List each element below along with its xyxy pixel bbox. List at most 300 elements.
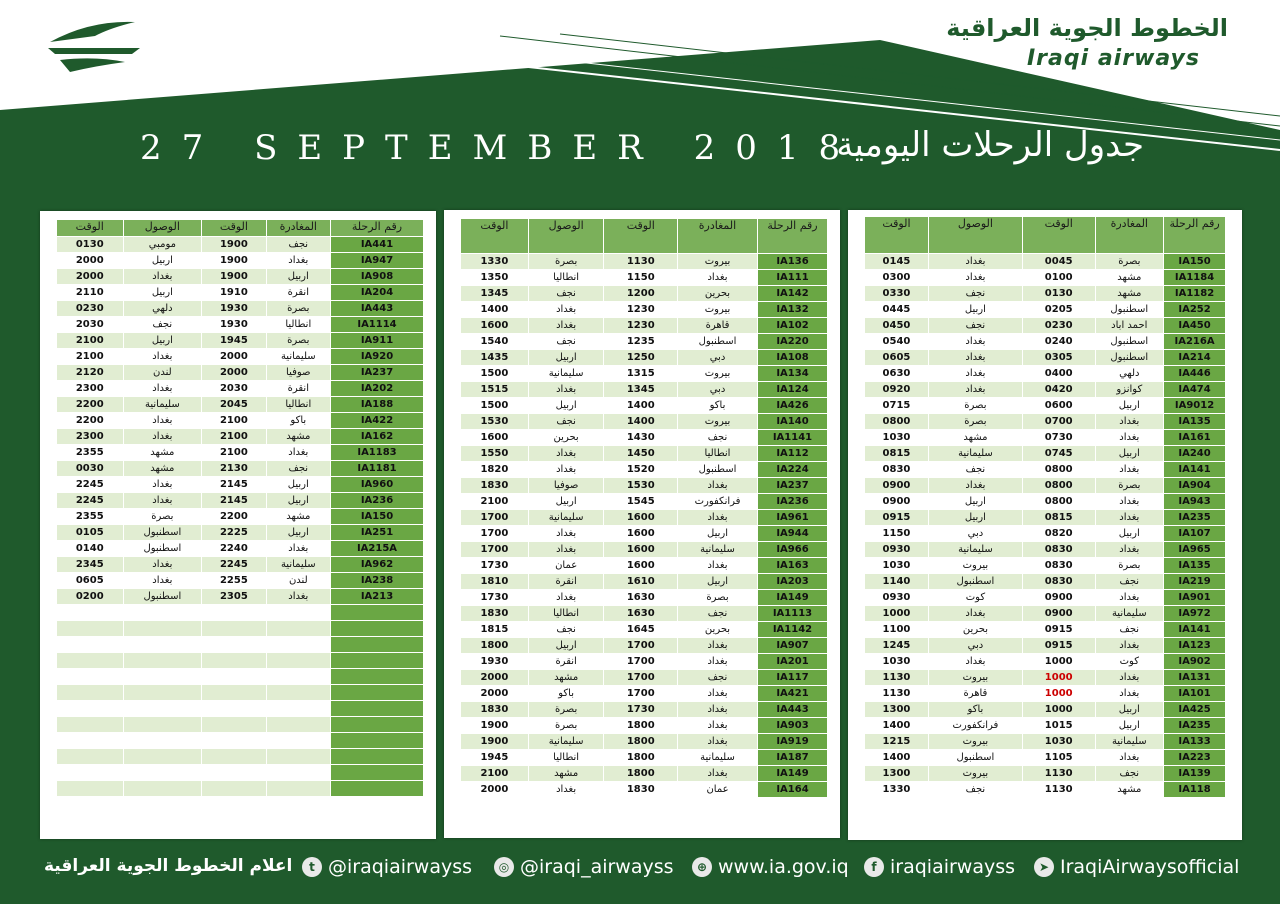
- departure-time: 1430: [604, 430, 678, 446]
- flight-number: IA203: [757, 574, 827, 590]
- departure-time: 2100: [202, 413, 266, 429]
- table-row: [57, 717, 424, 733]
- arrival-city: بحرين: [528, 430, 604, 446]
- arrival-city: اسطنبول: [928, 574, 1022, 590]
- arrival-time: 2300: [57, 381, 124, 397]
- empty-cell: [330, 605, 423, 621]
- departure-city: بغداد: [1095, 686, 1164, 702]
- departure-time: 0745: [1022, 446, 1095, 462]
- arrival-time: 1900: [461, 718, 529, 734]
- table-row: [461, 622, 828, 638]
- arrival-time: 2345: [57, 557, 124, 573]
- departure-city: نجف: [678, 606, 758, 622]
- table-row: [57, 365, 424, 381]
- arrival-time: 1350: [461, 270, 529, 286]
- website-link[interactable]: www.ia.gov.iq: [718, 856, 849, 878]
- table-row: [461, 414, 828, 430]
- flight-number: IA162: [330, 429, 423, 445]
- arrival-time: 1830: [461, 606, 529, 622]
- arrival-time: 2245: [57, 477, 124, 493]
- table-row: [57, 685, 424, 701]
- table-row: [461, 750, 828, 766]
- arrival-time: 2200: [57, 413, 124, 429]
- arrival-time: 0030: [57, 461, 124, 477]
- arrival-city: باكو: [928, 702, 1022, 718]
- departure-city: بغداد: [678, 558, 758, 574]
- twitter-icon: t: [302, 857, 322, 877]
- arrival-city: صوفيا: [528, 478, 604, 494]
- arrival-city: نجف: [123, 317, 202, 333]
- table-row: [865, 494, 1226, 510]
- arrival-time: 2200: [57, 397, 124, 413]
- departure-time: 2145: [202, 493, 266, 509]
- departure-city: بغداد: [266, 253, 330, 269]
- table-row: [865, 286, 1226, 302]
- globe-icon: ⊕: [692, 857, 712, 877]
- departure-city: نجف: [678, 430, 758, 446]
- arrival-city: بحرين: [928, 622, 1022, 638]
- arrival-city: بغداد: [123, 493, 202, 509]
- flight-number: IA446: [1164, 366, 1226, 382]
- flight-number: IA947: [330, 253, 423, 269]
- departure-city: انقرة: [266, 381, 330, 397]
- arrival-time: 1945: [461, 750, 529, 766]
- departure-time: 1345: [604, 382, 678, 398]
- column-header: رقم الرحلة: [1164, 217, 1226, 254]
- flight-number: IA142: [757, 286, 827, 302]
- departure-city: دلهي: [1095, 366, 1164, 382]
- column-header: الوقت: [202, 220, 266, 237]
- arrival-city: بغداد: [123, 413, 202, 429]
- table-row: [865, 542, 1226, 558]
- empty-cell: [266, 765, 330, 781]
- arrival-city: مشهد: [528, 670, 604, 686]
- departure-time: 0700: [1022, 414, 1095, 430]
- flight-number: IA202: [330, 381, 423, 397]
- flight-number: IA118: [1164, 782, 1226, 798]
- table-row: [461, 574, 828, 590]
- arrival-time: 0815: [865, 446, 929, 462]
- departure-time: 1315: [604, 366, 678, 382]
- departure-time: 0230: [1022, 318, 1095, 334]
- flight-number: IA944: [757, 526, 827, 542]
- flight-number: IA236: [757, 494, 827, 510]
- empty-cell: [123, 749, 202, 765]
- flight-number: IA1183: [330, 445, 423, 461]
- arrival-time: 1435: [461, 350, 529, 366]
- table-row: [461, 254, 828, 270]
- arrival-city: بغداد: [123, 429, 202, 445]
- arrival-city: قاهرة: [928, 686, 1022, 702]
- arrival-time: 1345: [461, 286, 529, 302]
- table-header-row: [865, 217, 1226, 254]
- table-row: [57, 589, 424, 605]
- table-row: [461, 382, 828, 398]
- empty-cell: [202, 733, 266, 749]
- flight-number: IA902: [1164, 654, 1226, 670]
- table-row: [461, 270, 828, 286]
- departure-time: 0130: [1022, 286, 1095, 302]
- departure-city: بغداد: [678, 702, 758, 718]
- arrival-time: 0630: [865, 366, 929, 382]
- flight-number: IA474: [1164, 382, 1226, 398]
- empty-cell: [202, 653, 266, 669]
- footer-twitter[interactable]: [302, 856, 472, 878]
- departure-city: احمد اباد: [1095, 318, 1164, 334]
- empty-cell: [123, 637, 202, 653]
- arrival-time: 2000: [461, 782, 529, 798]
- flight-number: IA139: [1164, 766, 1226, 782]
- departure-time: 2225: [202, 525, 266, 541]
- departure-city: عمان: [678, 782, 758, 798]
- departure-time: 1230: [604, 318, 678, 334]
- flight-number: IA201: [757, 654, 827, 670]
- table-row: [461, 286, 828, 302]
- flight-number: IA904: [1164, 478, 1226, 494]
- table-row: [57, 669, 424, 685]
- departure-time: 1630: [604, 590, 678, 606]
- arrival-time: 2000: [57, 253, 124, 269]
- table-row: [57, 765, 424, 781]
- arrival-time: 2300: [57, 429, 124, 445]
- departure-city: كوت: [1095, 654, 1164, 670]
- departure-time: 0045: [1022, 254, 1095, 270]
- arrival-time: 0330: [865, 286, 929, 302]
- empty-cell: [123, 669, 202, 685]
- departure-time: 1645: [604, 622, 678, 638]
- flight-number: IA1141: [757, 430, 827, 446]
- empty-cell: [266, 621, 330, 637]
- flights-table-morning: [864, 216, 1226, 798]
- departure-city: نجف: [266, 237, 330, 253]
- departure-time: 1600: [604, 558, 678, 574]
- arrival-city: نجف: [928, 782, 1022, 798]
- arrival-time: 1100: [865, 622, 929, 638]
- arrival-city: بيروت: [928, 734, 1022, 750]
- arrival-time: 1130: [865, 686, 929, 702]
- table-row: [57, 317, 424, 333]
- arrival-time: 1300: [865, 766, 929, 782]
- arrival-time: 1400: [865, 750, 929, 766]
- flight-number: IA161: [1164, 430, 1226, 446]
- arrival-time: 1400: [461, 302, 529, 318]
- arrival-city: بغداد: [123, 477, 202, 493]
- table-row: [57, 781, 424, 797]
- arrival-city: بغداد: [528, 542, 604, 558]
- table-row: [461, 686, 828, 702]
- departure-city: بغداد: [678, 638, 758, 654]
- flight-number: IA219: [1164, 574, 1226, 590]
- flight-number: IA108: [757, 350, 827, 366]
- departure-time: 2000: [202, 349, 266, 365]
- arrival-time: 1530: [461, 414, 529, 430]
- arrival-time: 0230: [57, 301, 124, 317]
- departure-time: 2255: [202, 573, 266, 589]
- table-row: [461, 366, 828, 382]
- arrival-city: بصرة: [123, 509, 202, 525]
- arrival-time: 1550: [461, 446, 529, 462]
- telegram-handle[interactable]: IraqiAirwaysofficial: [1060, 856, 1240, 878]
- arrival-time: 1030: [865, 430, 929, 446]
- arrival-time: 2100: [461, 766, 529, 782]
- table-row: [865, 606, 1226, 622]
- twitter-handle[interactable]: @iraqiairwayss: [328, 856, 473, 878]
- departure-time: 0915: [1022, 622, 1095, 638]
- flight-number: IA1184: [1164, 270, 1226, 286]
- table-row: [461, 318, 828, 334]
- flight-number: IA9012: [1164, 398, 1226, 414]
- empty-cell: [123, 733, 202, 749]
- departure-time: 0400: [1022, 366, 1095, 382]
- departure-city: قاهرة: [678, 318, 758, 334]
- departure-city: اسطنبول: [678, 462, 758, 478]
- flight-number: IA1113: [757, 606, 827, 622]
- flight-number: IA1182: [1164, 286, 1226, 302]
- flight-number: IA136: [757, 254, 827, 270]
- departure-city: مشهد: [266, 429, 330, 445]
- arrival-city: بغداد: [928, 254, 1022, 270]
- departure-city: بغداد: [678, 270, 758, 286]
- table-row: [865, 526, 1226, 542]
- departure-city: بغداد: [1095, 494, 1164, 510]
- column-header: المغادرة: [266, 220, 330, 237]
- arrival-time: 0900: [865, 494, 929, 510]
- arrival-city: كوت: [928, 590, 1022, 606]
- table-row: [865, 366, 1226, 382]
- arrival-time: 2030: [57, 317, 124, 333]
- departure-time: 1610: [604, 574, 678, 590]
- arrival-time: 0145: [865, 254, 929, 270]
- arrival-time: 1030: [865, 558, 929, 574]
- flight-number: IA426: [757, 398, 827, 414]
- table-row: [865, 718, 1226, 734]
- arrival-time: 0450: [865, 318, 929, 334]
- empty-cell: [57, 621, 124, 637]
- telegram-icon: ➤: [1034, 857, 1054, 877]
- flight-number: IA123: [1164, 638, 1226, 654]
- arrival-time: 0140: [57, 541, 124, 557]
- arrival-city: نجف: [928, 318, 1022, 334]
- schedule-title-arabic: جدول الرحلات اليومية: [836, 125, 1144, 165]
- column-header: الوصول: [928, 217, 1022, 254]
- flight-number: IA124: [757, 382, 827, 398]
- arrival-time: 1330: [461, 254, 529, 270]
- flight-number: IA141: [1164, 622, 1226, 638]
- arrival-city: بغداد: [928, 334, 1022, 350]
- flight-number: IA1114: [330, 317, 423, 333]
- table-row: [57, 477, 424, 493]
- empty-cell: [202, 669, 266, 685]
- departure-city: بغداد: [1095, 430, 1164, 446]
- departure-time: 2200: [202, 509, 266, 525]
- flight-number: IA920: [330, 349, 423, 365]
- flight-number: IA965: [1164, 542, 1226, 558]
- departure-time: 1945: [202, 333, 266, 349]
- table-row: [57, 749, 424, 765]
- arrival-city: بغداد: [528, 382, 604, 398]
- empty-cell: [266, 717, 330, 733]
- footer-ar-label: اعلام الخطوط الجوية العراقية: [44, 856, 293, 876]
- flight-number: IA134: [757, 366, 827, 382]
- instagram-handle[interactable]: @iraqi_airwayss: [520, 856, 674, 878]
- arrival-time: 1330: [865, 782, 929, 798]
- flight-number: IA163: [757, 558, 827, 574]
- departure-time: 0100: [1022, 270, 1095, 286]
- arrival-city: بغداد: [123, 573, 202, 589]
- departure-time: 1400: [604, 398, 678, 414]
- arrival-time: 1900: [461, 734, 529, 750]
- flight-number: IA223: [1164, 750, 1226, 766]
- departure-time: 1700: [604, 638, 678, 654]
- arrival-time: 1730: [461, 558, 529, 574]
- arrival-time: 1810: [461, 574, 529, 590]
- table-row: [57, 621, 424, 637]
- table-row: [57, 605, 424, 621]
- empty-cell: [123, 701, 202, 717]
- flight-number: IA240: [1164, 446, 1226, 462]
- empty-cell: [123, 653, 202, 669]
- arrival-city: بغداد: [928, 350, 1022, 366]
- departure-city: بغداد: [1095, 414, 1164, 430]
- footer-website[interactable]: [692, 856, 849, 878]
- arrival-time: 1215: [865, 734, 929, 750]
- departure-time: 1105: [1022, 750, 1095, 766]
- table-row: [865, 702, 1226, 718]
- departure-city: نجف: [1095, 622, 1164, 638]
- departure-time: 2145: [202, 477, 266, 493]
- empty-cell: [266, 653, 330, 669]
- arrival-city: بغداد: [928, 270, 1022, 286]
- empty-cell: [123, 685, 202, 701]
- flight-number: IA235: [1164, 718, 1226, 734]
- table-row: [865, 734, 1226, 750]
- table-row: [865, 398, 1226, 414]
- footer-facebook[interactable]: [864, 856, 1015, 878]
- arrival-city: نجف: [928, 462, 1022, 478]
- flight-number: IA441: [330, 237, 423, 253]
- instagram-icon: ◎: [494, 857, 514, 877]
- arrival-time: 1700: [461, 526, 529, 542]
- departure-time: 1700: [604, 654, 678, 670]
- arrival-time: 1245: [865, 638, 929, 654]
- departure-time: 1130: [604, 254, 678, 270]
- departure-city: بغداد: [678, 478, 758, 494]
- footer-telegram[interactable]: [1034, 856, 1239, 878]
- departure-city: اربيل: [266, 269, 330, 285]
- empty-cell: [57, 733, 124, 749]
- empty-cell: [202, 781, 266, 797]
- arrival-city: بغداد: [528, 318, 604, 334]
- flight-number: IA213: [330, 589, 423, 605]
- departure-city: مشهد: [1095, 782, 1164, 798]
- empty-cell: [330, 701, 423, 717]
- flight-number: IA135: [1164, 558, 1226, 574]
- arrival-city: بيروت: [928, 558, 1022, 574]
- departure-city: نجف: [1095, 766, 1164, 782]
- flight-number: IA216A: [1164, 334, 1226, 350]
- column-header: الوقت: [604, 219, 678, 254]
- table-row: [57, 701, 424, 717]
- empty-cell: [330, 637, 423, 653]
- flight-number: IA220: [757, 334, 827, 350]
- table-row: [461, 782, 828, 798]
- arrival-time: 2000: [57, 269, 124, 285]
- schedule-panel-afternoon: [444, 210, 840, 838]
- arrival-city: انقرة: [528, 574, 604, 590]
- table-row: [461, 734, 828, 750]
- flight-number: IA214: [1164, 350, 1226, 366]
- departure-city: اربيل: [266, 477, 330, 493]
- column-header: الوقت: [865, 217, 929, 254]
- flight-number: IA135: [1164, 414, 1226, 430]
- arrival-city: دلهي: [123, 301, 202, 317]
- flights-table-evening: [56, 219, 424, 797]
- arrival-time: 2100: [57, 333, 124, 349]
- flight-number: IA235: [1164, 510, 1226, 526]
- departure-city: بغداد: [1095, 542, 1164, 558]
- departure-city: بصرة: [1095, 478, 1164, 494]
- empty-cell: [266, 669, 330, 685]
- flight-number: IA911: [330, 333, 423, 349]
- arrival-city: بغداد: [123, 381, 202, 397]
- table-row: [57, 637, 424, 653]
- departure-city: فرانكفورت: [678, 494, 758, 510]
- flight-number: IA187: [757, 750, 827, 766]
- arrival-time: 2000: [461, 686, 529, 702]
- table-row: [865, 350, 1226, 366]
- departure-time: 1600: [604, 526, 678, 542]
- arrival-time: 1820: [461, 462, 529, 478]
- table-row: [865, 782, 1226, 798]
- departure-time: 0420: [1022, 382, 1095, 398]
- empty-cell: [202, 749, 266, 765]
- flight-number: IA131: [1164, 670, 1226, 686]
- flight-number: IA224: [757, 462, 827, 478]
- table-row: [57, 285, 424, 301]
- table-row: [865, 430, 1226, 446]
- table-row: [57, 381, 424, 397]
- table-row: [461, 430, 828, 446]
- empty-cell: [202, 701, 266, 717]
- flight-number: IA164: [757, 782, 827, 798]
- empty-cell: [266, 637, 330, 653]
- facebook-handle[interactable]: iraqiairwayss: [890, 856, 1016, 878]
- arrival-time: 0300: [865, 270, 929, 286]
- arrival-time: 0605: [57, 573, 124, 589]
- flight-number: IA919: [757, 734, 827, 750]
- departure-time: 2100: [202, 445, 266, 461]
- arrival-city: اربيل: [928, 302, 1022, 318]
- departure-time: 2100: [202, 429, 266, 445]
- departure-city: اربيل: [1095, 398, 1164, 414]
- flight-number: IA111: [757, 270, 827, 286]
- table-row: [57, 461, 424, 477]
- arrival-time: 2000: [461, 670, 529, 686]
- arrival-city: بغداد: [928, 478, 1022, 494]
- arrival-city: نجف: [528, 334, 604, 350]
- table-row: [461, 350, 828, 366]
- arrival-city: بغداد: [123, 349, 202, 365]
- table-row: [865, 478, 1226, 494]
- departure-time: 1230: [604, 302, 678, 318]
- footer-instagram[interactable]: [494, 856, 674, 878]
- flight-number: IA237: [757, 478, 827, 494]
- arrival-time: 2100: [57, 349, 124, 365]
- table-row: [57, 653, 424, 669]
- flight-number: IA112: [757, 446, 827, 462]
- departure-city: انطاليا: [678, 446, 758, 462]
- table-row: [57, 253, 424, 269]
